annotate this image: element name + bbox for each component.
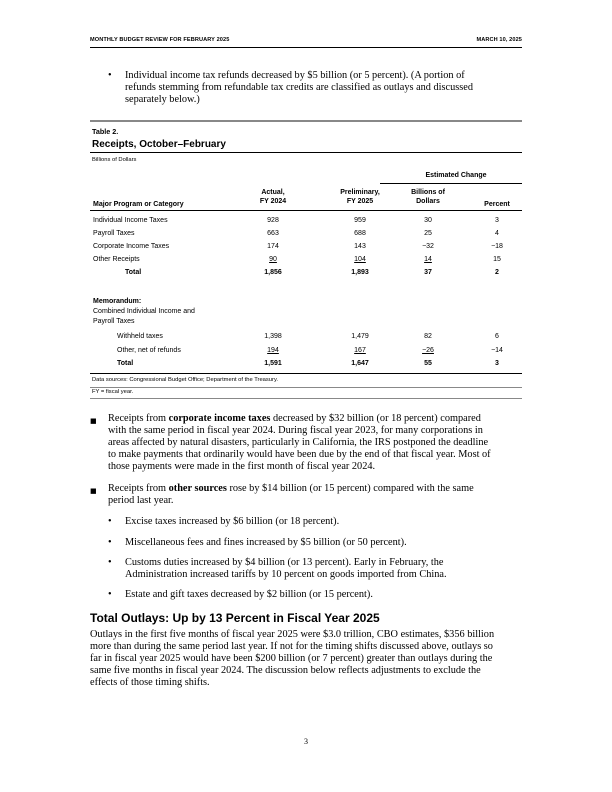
table-row xyxy=(90,256,522,267)
customs-line-2: Administration increased tariffs by 10 percent on goods imported from China. xyxy=(125,569,447,580)
row-change-dollars: −26 xyxy=(422,347,434,354)
row-preliminary: 959 xyxy=(354,217,366,224)
table-bottom-rule xyxy=(90,373,522,374)
header-publication: MONTHLY BUDGET REVIEW FOR FEBRUARY 2025 xyxy=(90,37,230,43)
outlays-line-5: effects of those timing shifts. xyxy=(90,677,210,688)
table-title-rule xyxy=(90,152,522,153)
row-category: Individual Income Taxes xyxy=(93,217,168,224)
col-header-actual-l2: FY 2024 xyxy=(259,197,287,205)
memo-row xyxy=(90,333,522,344)
col-header-category: Major Program or Category xyxy=(93,201,184,208)
sub-bullet-excise xyxy=(108,516,528,528)
col-header-prelim-l1: Preliminary, xyxy=(340,189,380,196)
row-actual: 663 xyxy=(267,230,279,237)
row-preliminary: 1,479 xyxy=(351,333,369,340)
outlays-line-1: Outlays in the first five months of fiscal year 2025 were $3.0 trillion, CBO estimates, $356 billion xyxy=(90,629,495,640)
table-total-row xyxy=(90,269,522,280)
col-header-percent: Percent xyxy=(484,201,510,208)
row-change-percent: 6 xyxy=(495,333,499,340)
memo-line-2: Combined Individual Income and xyxy=(93,308,195,315)
memo-label: Memorandum: xyxy=(93,298,142,305)
row-change-dollars: 14 xyxy=(424,256,432,263)
row-preliminary: 1,893 xyxy=(351,269,369,276)
corp-line-3: areas affected by natural disasters, particularly in California, the IRS postponed the deadline xyxy=(108,437,489,448)
memo-total-row xyxy=(90,360,522,371)
corp-line-1 xyxy=(108,413,526,425)
corp-post: decreased by $32 billion (or 18 percent) compared xyxy=(270,413,481,424)
row-category: Payroll Taxes xyxy=(93,230,135,237)
table-title: Receipts, October–February xyxy=(92,139,226,150)
square-bullet-icon: ■ xyxy=(90,417,97,425)
square-bullet-icon: ■ xyxy=(90,487,97,495)
row-change-dollars: 55 xyxy=(424,360,432,367)
memo-heading xyxy=(93,297,141,307)
row-category: Other, net of refunds xyxy=(117,347,181,354)
sub-bullet-customs xyxy=(108,557,528,581)
other-pre: Receipts from xyxy=(108,483,169,494)
table-note: FY = fiscal year. xyxy=(92,389,134,395)
row-change-percent: 3 xyxy=(495,360,499,367)
row-actual: 174 xyxy=(267,243,279,250)
row-category: Other Receipts xyxy=(93,256,140,263)
outlays-line-2: more than during the same period last year. If not for the timing shifts discussed above, outlays so xyxy=(90,641,493,652)
corp-line-2: with the same period in fiscal year 2024. During fiscal year 2023, for many corporations in xyxy=(108,425,483,436)
corp-line-5: those payments were made in the first month of fiscal year 2024. xyxy=(108,461,376,472)
corp-line-4: to make payments that ordinarily would have been due by the end of that fiscal year. Most of xyxy=(108,449,491,460)
table-units: Billions of Dollars xyxy=(92,157,137,163)
row-category: Total xyxy=(117,360,134,367)
table-label: Table 2. xyxy=(92,127,119,136)
row-change-dollars: 82 xyxy=(424,333,432,340)
sub-bullet-estate xyxy=(108,589,528,601)
row-change-percent: 3 xyxy=(495,217,499,224)
intro-line-1: Individual income tax refunds decreased by $5 billion (or 5 percent). (A portion of xyxy=(125,70,465,81)
outlays-line-4: same five months in fiscal year 2024. The discussion below reflects adjustments to exclude the xyxy=(90,665,481,676)
page-number: 3 xyxy=(304,737,308,746)
misc-text: Miscellaneous fees and fines increased by $5 billion (or 50 percent). xyxy=(125,537,407,548)
corp-pre: Receipts from xyxy=(108,413,169,424)
memo-row xyxy=(90,347,522,358)
bullet-dot: • xyxy=(108,557,112,568)
table-row xyxy=(90,243,522,254)
row-change-percent: −14 xyxy=(491,347,503,354)
row-change-percent: −18 xyxy=(491,243,503,250)
estimated-change-rule xyxy=(380,183,522,184)
row-change-percent: 15 xyxy=(493,256,501,263)
corporate-taxes-paragraph xyxy=(90,413,526,473)
excise-text: Excise taxes increased by $6 billion (or 18 percent). xyxy=(125,516,340,527)
table-header-rule xyxy=(90,210,522,211)
other-line-2: period last year. xyxy=(108,495,174,506)
table-top-rule xyxy=(90,120,522,122)
col-header-prelim-l2: FY 2025 xyxy=(346,197,374,205)
row-actual: 928 xyxy=(267,217,279,224)
row-preliminary: 1,647 xyxy=(351,360,369,367)
memo-subheading xyxy=(93,307,195,326)
table-row xyxy=(90,230,522,241)
outlays-paragraph xyxy=(90,629,526,689)
col-header-dollars xyxy=(398,189,458,206)
col-header-dollars-l2: Dollars xyxy=(416,197,440,205)
col-header-preliminary xyxy=(330,189,390,206)
table-row xyxy=(90,217,522,228)
bullet-dot: • xyxy=(108,70,112,81)
header-rule xyxy=(90,47,522,48)
row-actual: 1,856 xyxy=(264,269,282,276)
row-category: Withheld taxes xyxy=(117,333,163,340)
sub-bullet-misc xyxy=(108,537,528,549)
row-actual: 1,398 xyxy=(264,333,282,340)
row-preliminary: 104 xyxy=(354,256,366,263)
section-heading: Total Outlays: Up by 13 Percent in Fiscal Year 2025 xyxy=(90,611,380,625)
row-category: Corporate Income Taxes xyxy=(93,243,170,250)
row-change-percent: 2 xyxy=(495,269,499,276)
row-preliminary: 688 xyxy=(354,230,366,237)
row-change-dollars: 25 xyxy=(424,230,432,237)
bullet-dot: • xyxy=(108,516,112,527)
customs-line-1: Customs duties increased by $4 billion (or 13 percent). Early in February, the xyxy=(125,557,444,568)
estimated-change-header: Estimated Change xyxy=(425,172,487,179)
row-change-dollars: 37 xyxy=(424,269,432,276)
bullet-dot: • xyxy=(108,589,112,600)
row-change-dollars: −32 xyxy=(422,243,434,250)
table-end-rule xyxy=(90,398,522,399)
row-category: Total xyxy=(125,269,142,276)
row-actual: 90 xyxy=(269,256,277,263)
other-line-1 xyxy=(108,483,526,495)
other-bold: other sources xyxy=(168,483,227,494)
row-change-dollars: 30 xyxy=(424,217,432,224)
estate-text: Estate and gift taxes decreased by $2 billion (or 15 percent). xyxy=(125,589,373,600)
other-sources-paragraph xyxy=(90,483,526,507)
running-header xyxy=(90,37,522,47)
row-preliminary: 143 xyxy=(354,243,366,250)
intro-bullet xyxy=(108,70,528,110)
table-source: Data sources: Congressional Budget Office; Department of the Treasury. xyxy=(92,377,279,383)
intro-line-3: separately below.) xyxy=(125,94,200,105)
row-change-percent: 4 xyxy=(495,230,499,237)
col-header-actual-l1: Actual, xyxy=(261,189,285,196)
row-actual: 194 xyxy=(267,347,279,354)
other-post: rose by $14 billion (or 15 percent) compared with the same xyxy=(226,483,474,494)
intro-line-2: refunds stemming from refundable tax credits are classified as outlays and discussed xyxy=(125,82,473,93)
col-header-dollars-l1: Billions of xyxy=(411,189,445,196)
corp-bold: corporate income taxes xyxy=(168,413,271,424)
memo-line-3: Payroll Taxes xyxy=(93,317,135,325)
row-preliminary: 167 xyxy=(354,347,366,354)
header-date: MARCH 10, 2025 xyxy=(476,37,522,43)
bullet-dot: • xyxy=(108,537,112,548)
col-header-actual xyxy=(243,189,303,206)
outlays-line-3: far in fiscal year 2025 would have been $200 billion (or 7 percent) greater than outlays during the xyxy=(90,653,493,664)
row-actual: 1,591 xyxy=(264,360,282,367)
table-source-rule xyxy=(90,387,522,388)
